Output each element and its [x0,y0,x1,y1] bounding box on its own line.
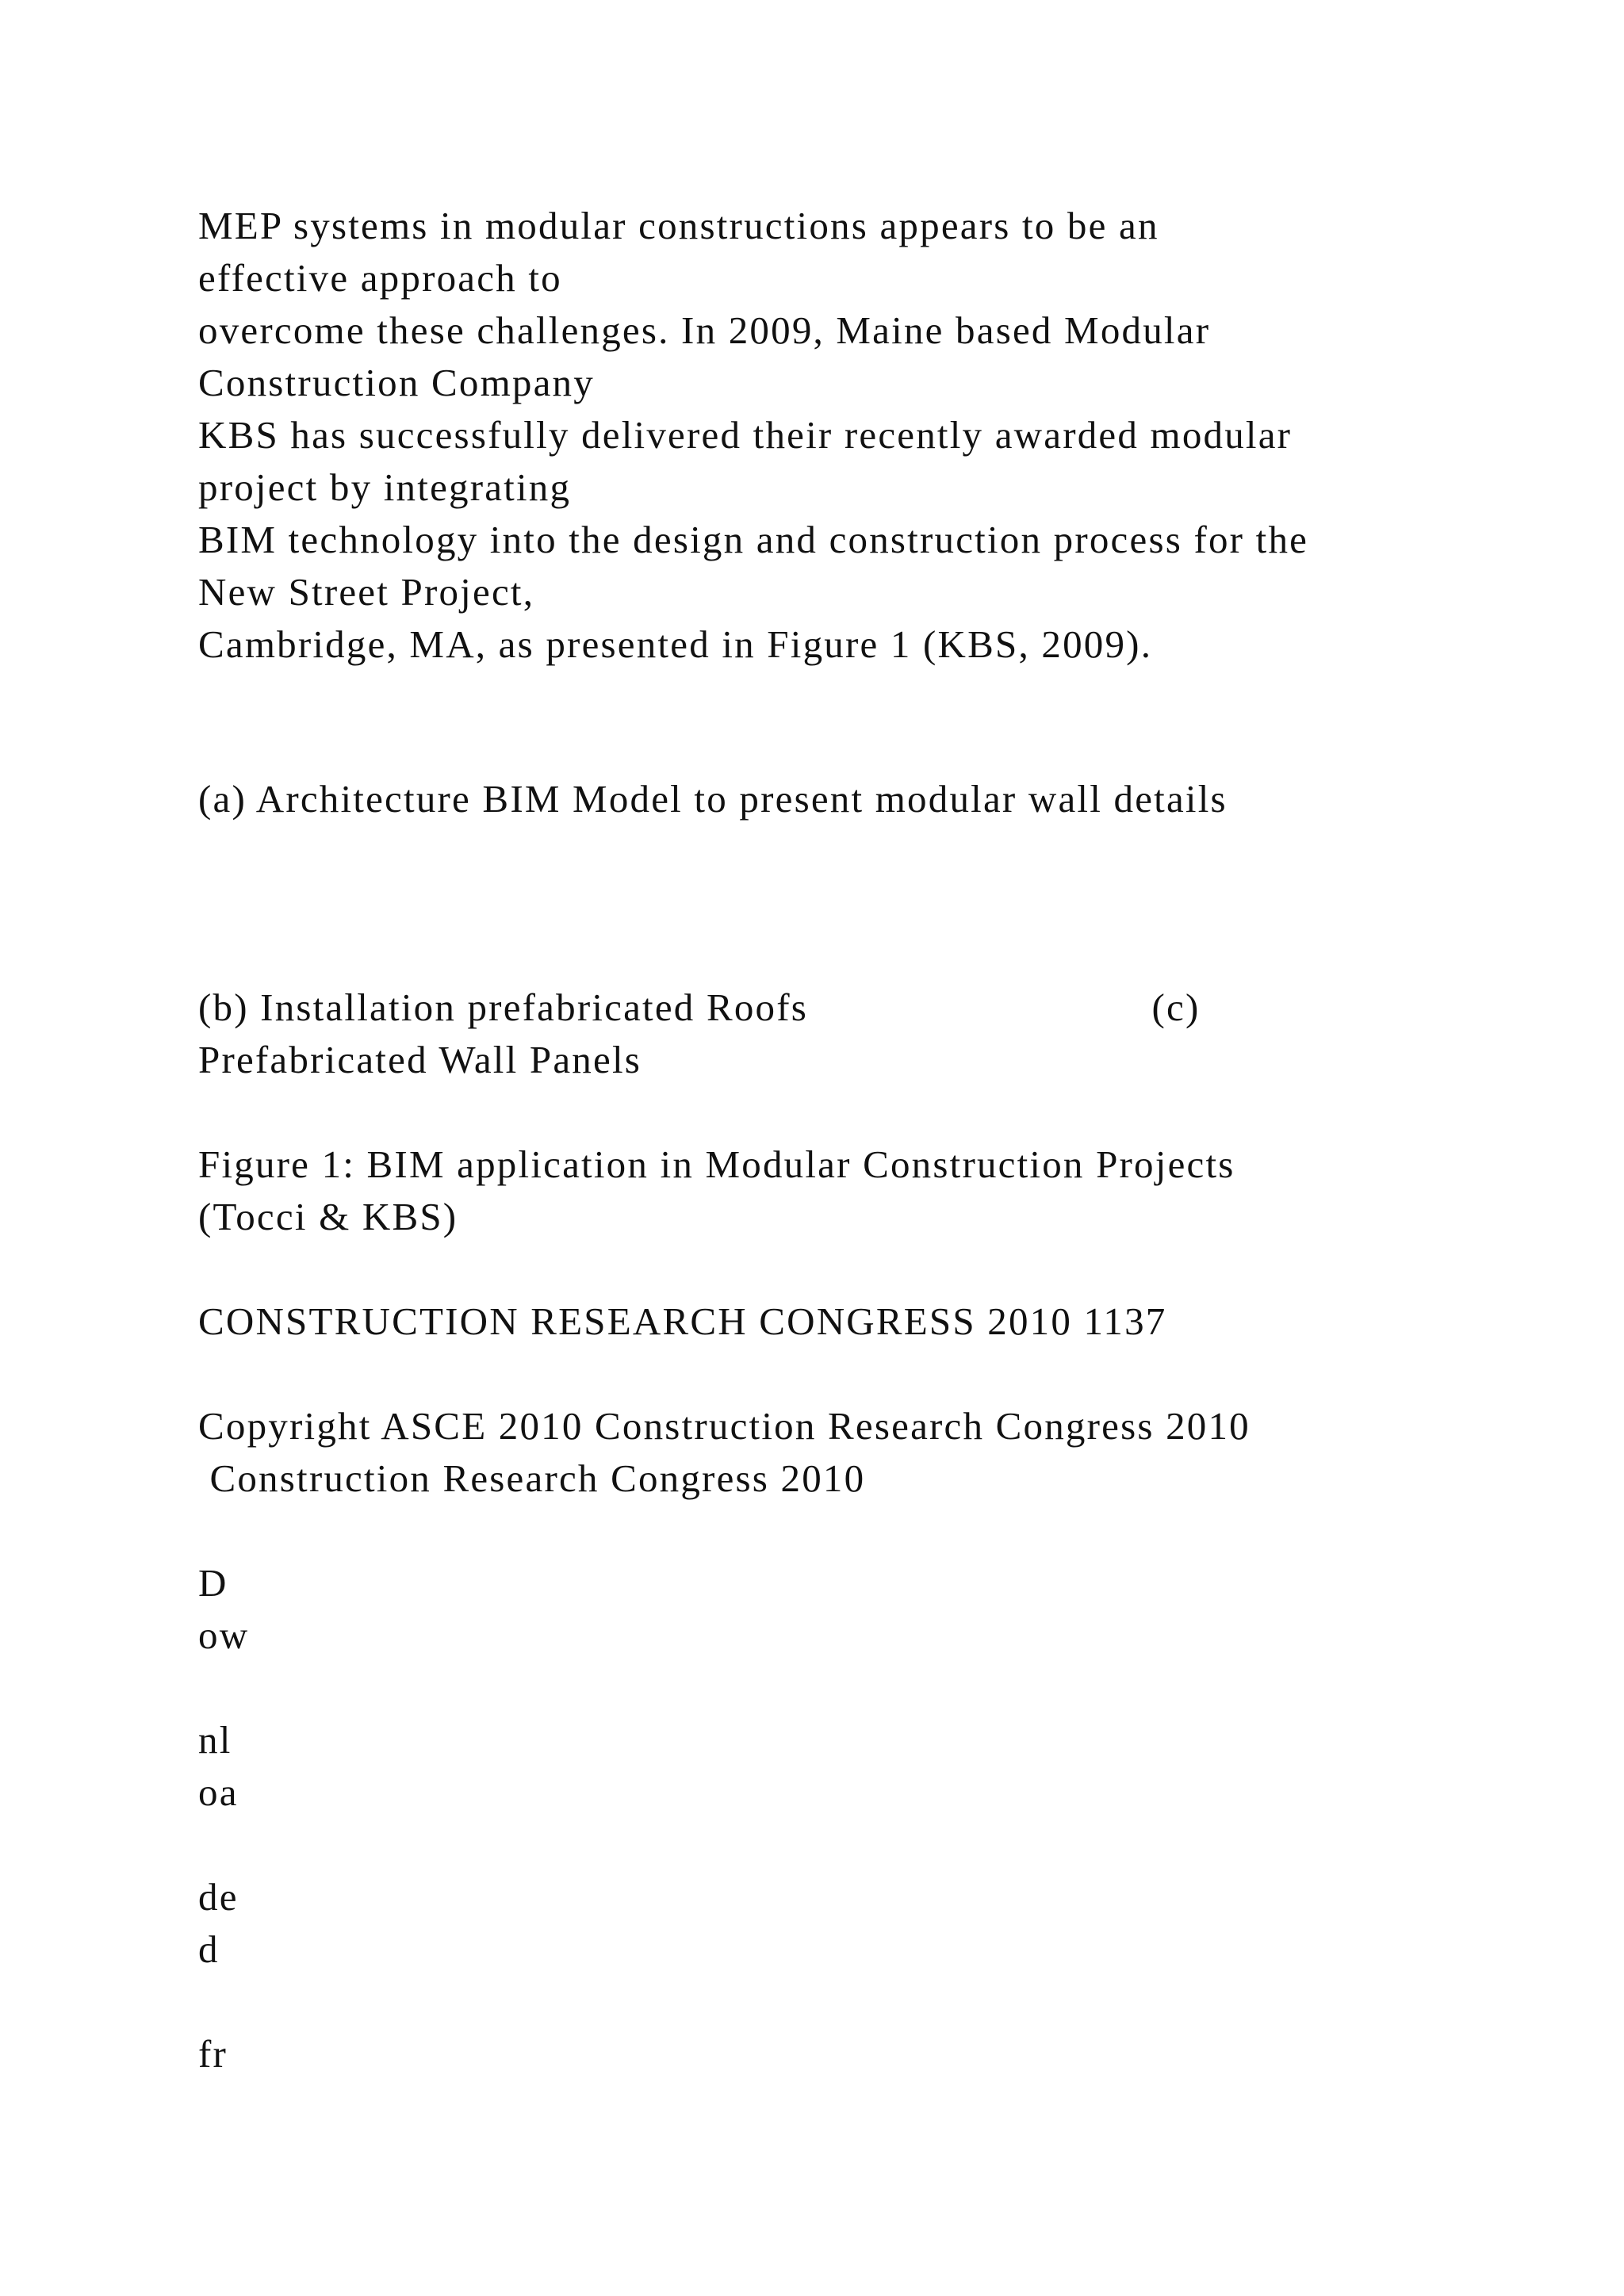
copyright-line: Copyright ASCE 2010 Construction Research Congress 2010 [198,1404,1251,1448]
watermark-fragment: d [198,1927,220,1971]
conference-header: CONSTRUCTION RESEARCH CONGRESS 2010 1137 [198,1299,1167,1343]
watermark-fragment: de [198,1875,239,1919]
body-text-line: project by integrating [198,465,572,509]
watermark-fragment: fr [198,2032,228,2076]
copyright-line: Construction Research Congress 2010 [198,1456,866,1500]
figure-caption-b-c: (b) Installation prefabricated Roofs (c) [198,985,1201,1029]
body-text-line: KBS has successfully delivered their recently awarded modular [198,413,1293,457]
body-text-line: Cambridge, MA, as presented in Figure 1 (KBS, 2009). [198,622,1153,666]
figure-caption-c-continued: Prefabricated Wall Panels [198,1038,642,1081]
watermark-fragment: D [198,1561,228,1605]
body-text-line: Construction Company [198,361,595,404]
watermark-fragment: oa [198,1770,239,1814]
figure-caption-a: (a) Architecture BIM Model to present modular wall details [198,777,1228,821]
figure-title: Figure 1: BIM application in Modular Construction Projects [198,1142,1235,1186]
body-text-line: BIM technology into the design and construction process for the [198,518,1309,561]
figure-title-source: (Tocci & KBS) [198,1195,458,1238]
watermark-fragment: nl [198,1718,232,1762]
body-text-line: MEP systems in modular constructions appears to be an [198,204,1159,247]
watermark-fragment: ow [198,1613,250,1657]
body-text-line: overcome these challenges. In 2009, Maine based Modular [198,308,1211,352]
body-text-line: New Street Project, [198,570,535,614]
body-text-line: effective approach to [198,256,562,300]
